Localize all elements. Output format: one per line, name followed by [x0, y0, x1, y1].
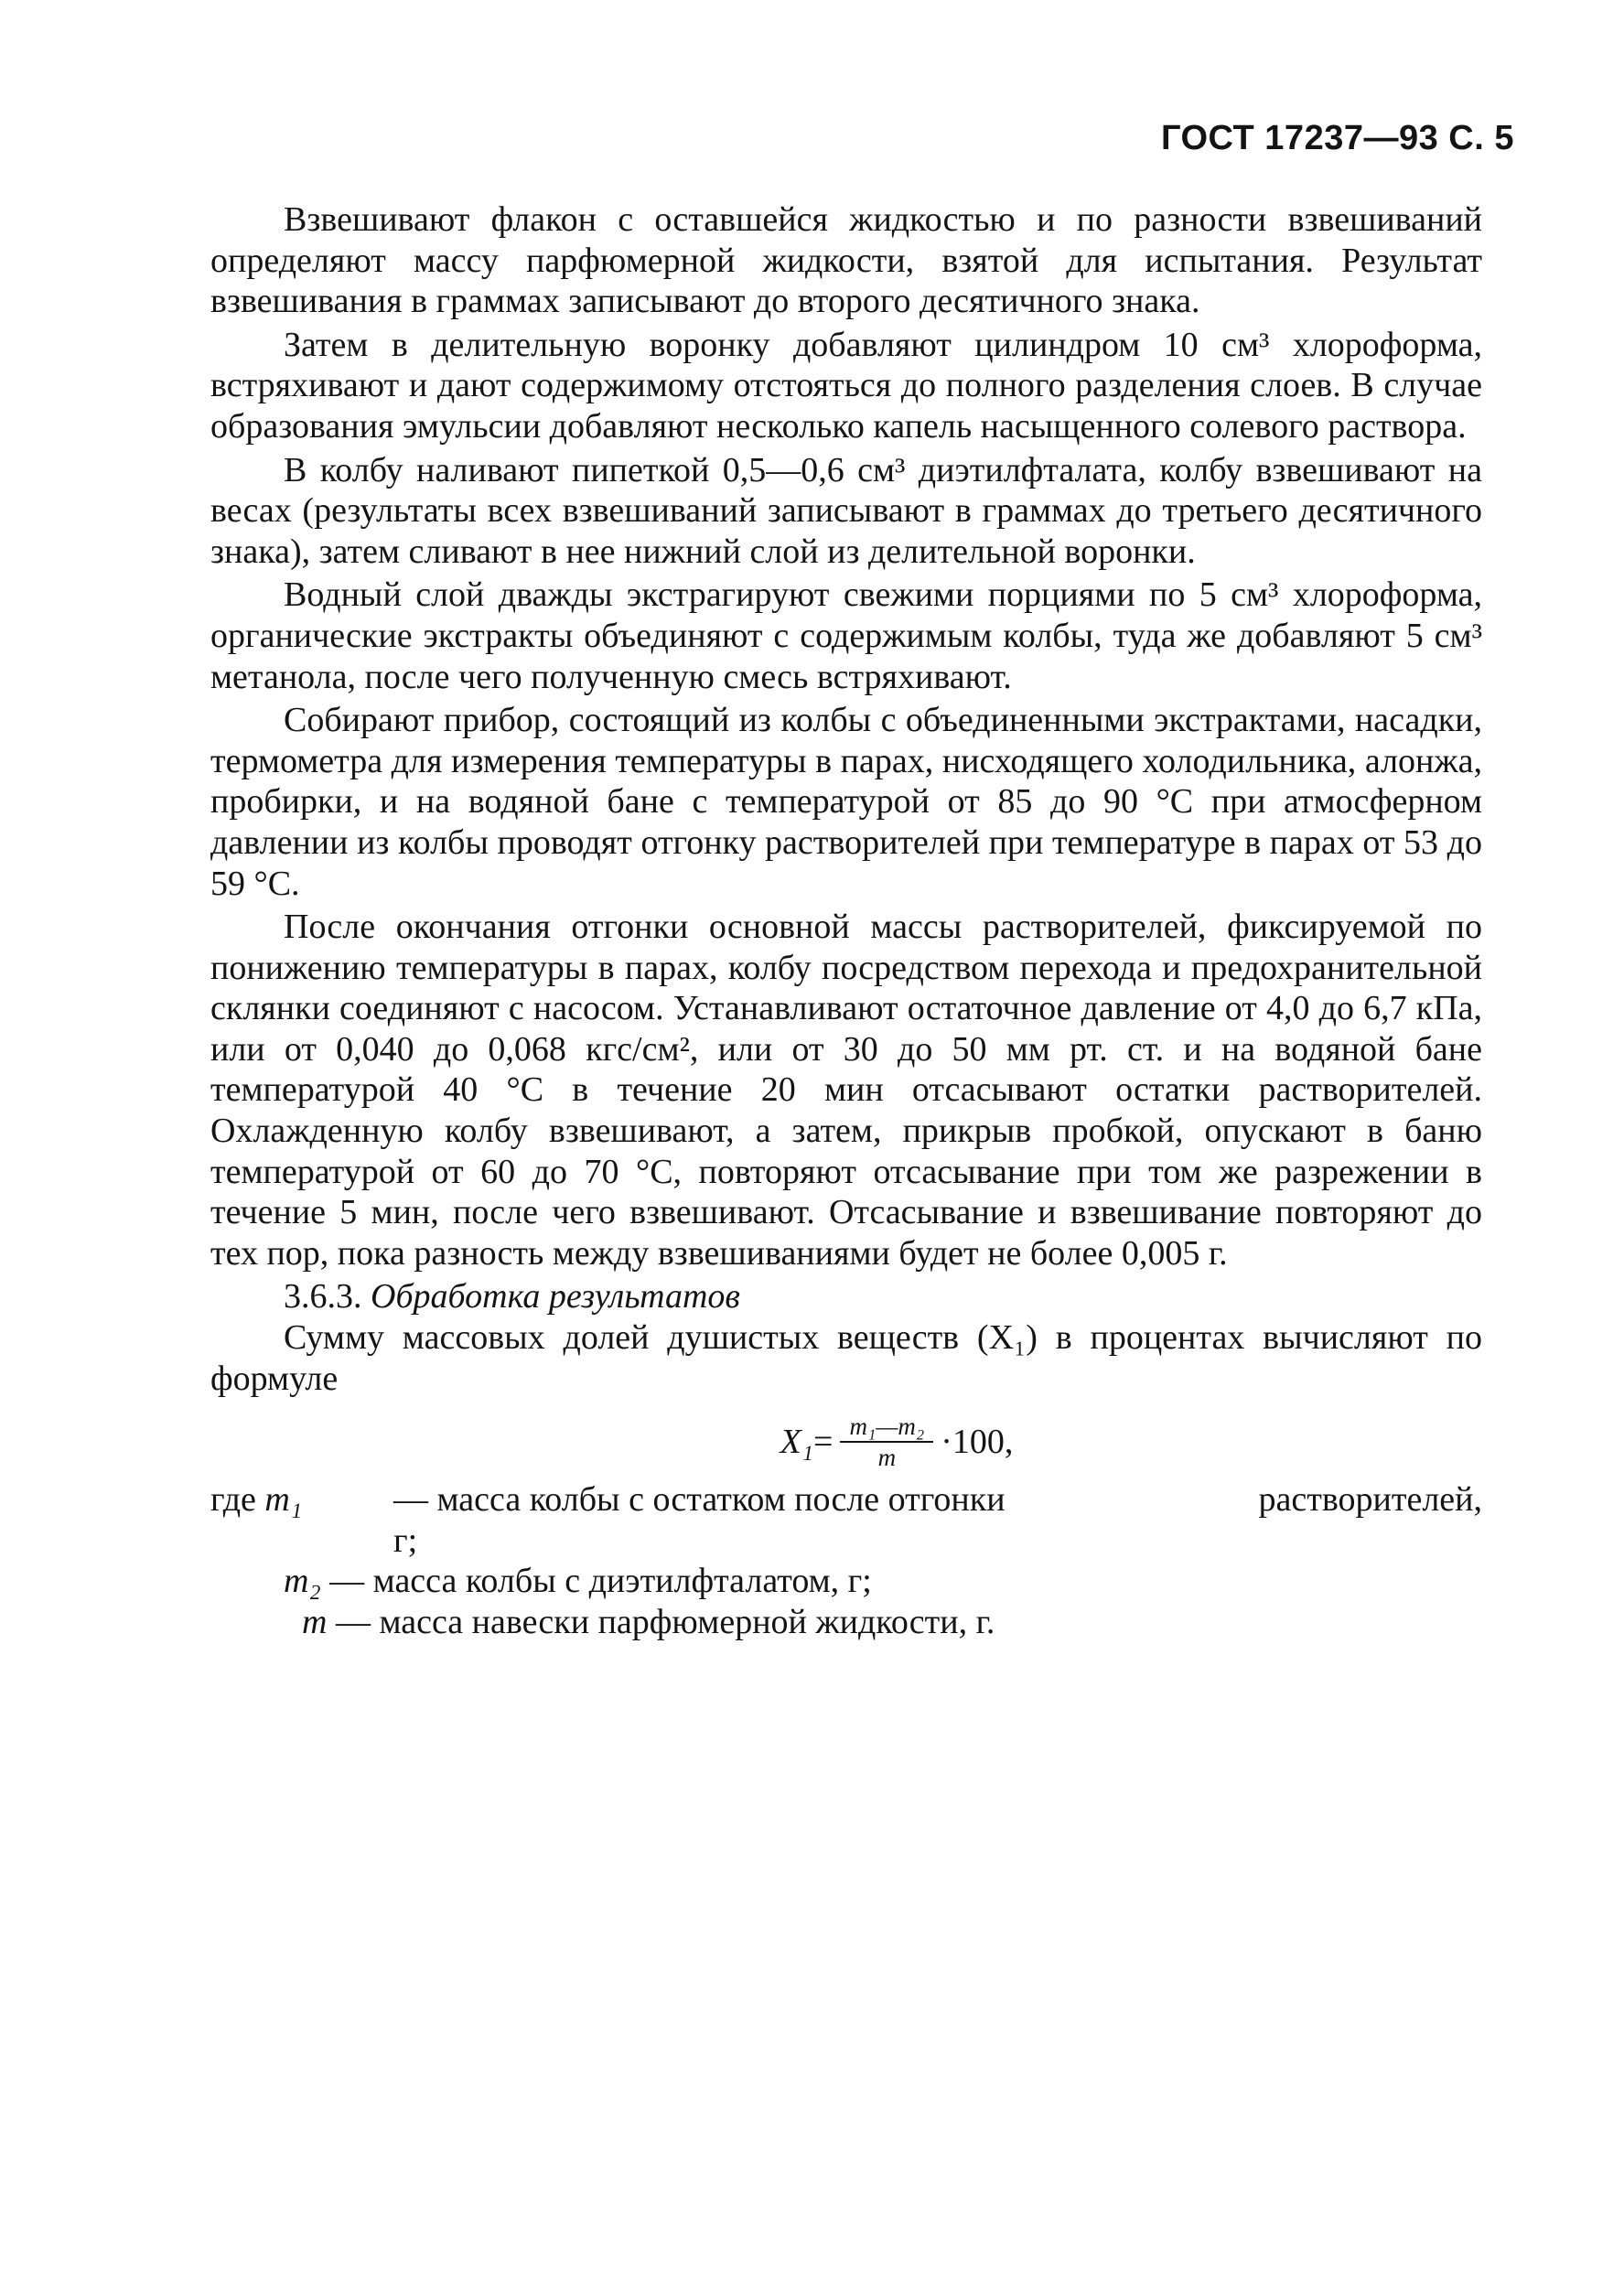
paragraph: Затем в делительную воронку добавляют цилиндром 10 см³ хлороформа, встряхивают и дают содержимому отстояться до полного разделения слоев. В случае образования эмульсии добавляют несколько капель насыщенного солевого раствора. [210, 325, 1482, 446]
legend-row-m [210, 1602, 1482, 1643]
document-body [210, 199, 1482, 1643]
formula-fraction [840, 1412, 933, 1472]
legend-row-m2 [210, 1561, 1482, 1602]
legend-m2-text: — масса колбы с диэтилфталатом, г; [329, 1562, 872, 1601]
formula-equals: = [813, 1422, 834, 1461]
legend-m1-symbol: m₁ [264, 1480, 303, 1520]
legend-m1-text: — масса колбы с остатком после отгонки [393, 1480, 1006, 1520]
paragraph: Водный слой дважды экстрагируют свежими порциями по 5 см³ хлороформа, органические экстракты объединяют с содержимым колбы, туда же добавляют 5 см³ метанола, после чего полученную смесь встряхивают. [210, 575, 1482, 696]
legend-m-text: — масса навески парфюмерной жидкости, г. [335, 1603, 995, 1641]
legend-where: где [210, 1480, 256, 1520]
formula-lhs: X₁ [780, 1422, 814, 1461]
formula-denominator: m [877, 1444, 897, 1472]
paragraph: В колбу наливают пипеткой 0,5—0,6 см³ диэтилфталата, колбу взвешивают на весах (результаты всех взвешиваний записывают в граммах до третьего десятичного знака), затем сливают в нее нижний слой из делительной воронки. [210, 450, 1482, 571]
formula-numerator: m₁—m₂ [840, 1412, 933, 1443]
legend-row-m1 [210, 1479, 1482, 1521]
legend-m1-text-end: растворителей, [1258, 1480, 1482, 1520]
paragraph: После окончания отгонки основной массы растворителей, фиксируемой по понижению температуры в парах, колбу посредством перехода и предохранительной склянки соединяют с насосом. Устанавливают остаточное давление от 4,0 до 6,7 кПа, или от 0,040 до 0,068 кгс/см², или от 30 до 50 мм рт. ст. и на водяной бане температурой 40 °С в течение 20 мин отсасывают остатки растворителей. Охлажденную колбу взвешивают, а затем, прикрыв пробкой, опускают в баню температурой от 60 до 70 °С, повторяют отсасывание при том же разрежении в течение 5 мин, после чего взвешивают. Отсасывание и взвешивание повторяют до тех пор, пока разность между взвешиваниями будет не более 0,005 г. [210, 908, 1482, 1273]
formula-intro: Сумму массовых долей душистых веществ (X₁) в процентах вычисляют по формуле [210, 1318, 1482, 1398]
legend-m1-unit: г; [393, 1521, 418, 1560]
formula [311, 1412, 1482, 1472]
formula-multiplier: ·100, [941, 1422, 1014, 1461]
legend-m2-symbol: m₂ [284, 1562, 321, 1601]
paragraph: Взвешивают флакон с оставшейся жидкостью и по разности взвешиваний определяют массу парфюмерной жидкости, взятой для испытания. Результат взвешивания в граммах записывают до второго десятичного знака. [210, 200, 1482, 321]
section-title [210, 1276, 1482, 1317]
section-number: 3.6.3. [284, 1277, 362, 1316]
formula-legend [210, 1479, 1482, 1642]
paragraph: Собирают прибор, состоящий из колбы с объединенными экстрактами, насадки, термометра для измерения температуры в парах, нисходящего холодильника, алонжа, пробирки, и на водяной бане с температурой от 85 до 90 °С при атмосферном давлении из колбы проводят отгонку растворителей при температуре в парах от 53 до 59 °С. [210, 701, 1482, 903]
section-heading: Обработка результатов [371, 1277, 740, 1316]
legend-m-symbol: m [302, 1603, 328, 1641]
page-header: ГОСТ 17237—93 С. 5 [1160, 119, 1514, 157]
